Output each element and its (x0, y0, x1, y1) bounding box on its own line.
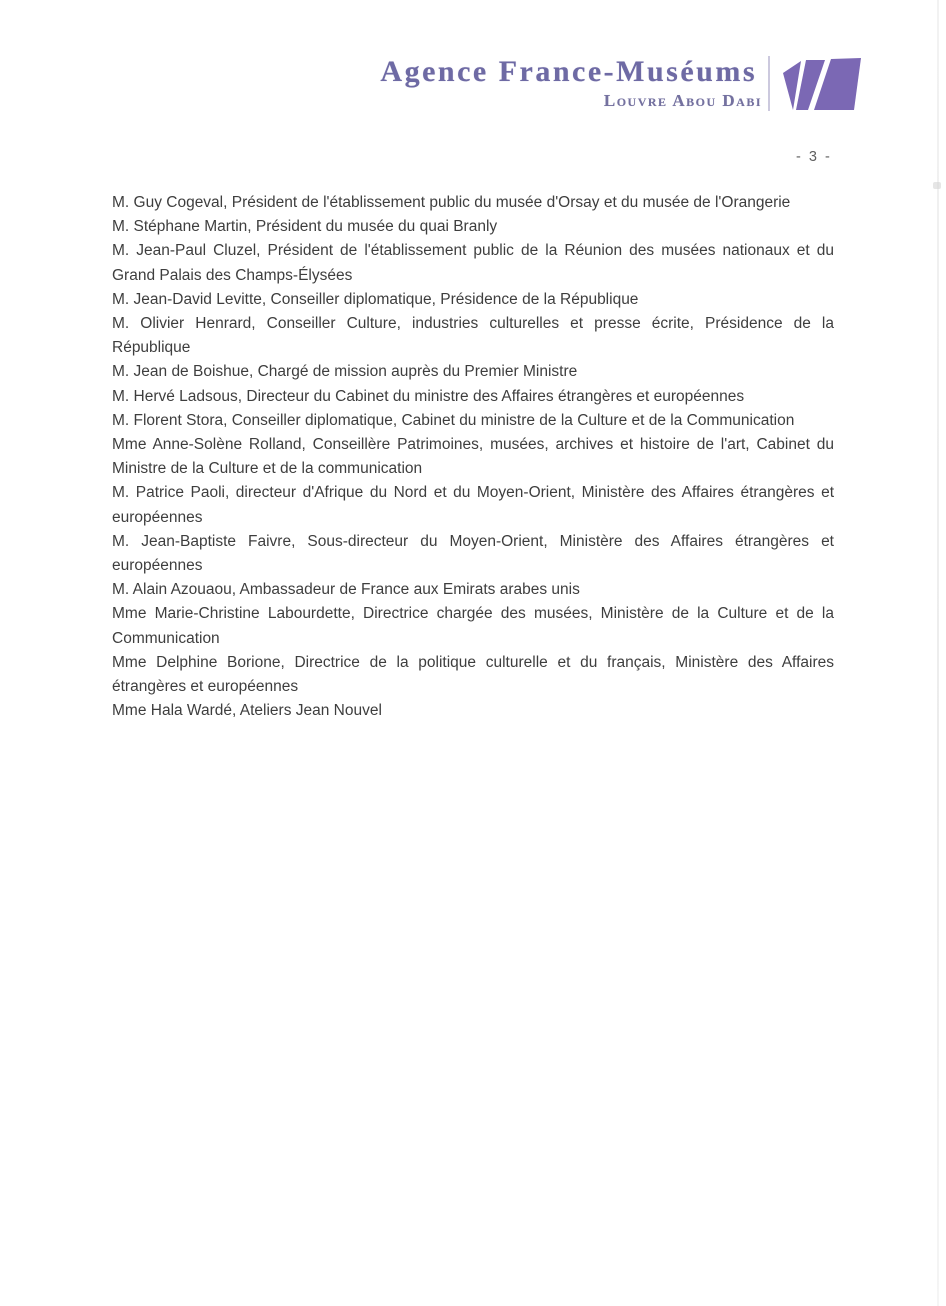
list-entry: Mme Marie-Christine Labourdette, Directrice chargée des musées, Ministère de la Culture et de la Communication (112, 605, 834, 647)
page-number: - 3 - (796, 149, 832, 165)
list-entry: M. Guy Cogeval, Président de l'établissement public du musée d'Orsay et du musée de l'Orangerie (112, 194, 791, 211)
list-entry: M. Olivier Henrard, Conseiller Culture, industries culturelles et presse écrite, Présidence de la République (112, 315, 834, 357)
logo-divider (768, 56, 770, 111)
scan-edge-artifact (937, 0, 939, 1306)
list-entry: M. Alain Azouaou, Ambassadeur de France aux Emirats arabes unis (112, 581, 580, 599)
list-entry: M. Hervé Ladsous, Directeur du Cabinet du ministre des Affaires étrangères et européennes (112, 387, 745, 405)
list-entry: M. Jean de Boishue, Chargé de mission auprès du Premier Ministre (112, 363, 578, 381)
list-entry: M. Stéphane Martin, Président du musée du quai Branly (112, 218, 498, 236)
museums-m-logo-icon (781, 56, 863, 114)
brand-subtitle: Louvre Abou Dabi (603, 91, 762, 110)
list-entry: M. Patrice Paoli, directeur d'Afrique du Nord et du Moyen-Orient, Ministère des Affaires étrangères et européennes (112, 484, 834, 526)
list-entry: Mme Hala Wardé, Ateliers Jean Nouvel (112, 702, 382, 720)
list-entry: Mme Anne-Solène Rolland, Conseillère Patrimoines, musées, archives et histoire de l'art, Cabinet du Ministre de la Culture et de la communication (112, 436, 834, 478)
list-entry: Mme Delphine Borione, Directrice de la politique culturelle et du français, Ministère des Affaires étrangères et européennes (112, 653, 834, 696)
list-entry: M. Jean-Baptiste Faivre, Sous-directeur du Moyen-Orient, Ministère des Affaires étrangères et européennes (112, 532, 834, 575)
list-entry: M. Jean-Paul Cluzel, Président de l'établissement public de la Réunion des musées nationaux et du Grand Palais des Champs-Élysées (112, 242, 834, 284)
attendee-list (112, 191, 834, 723)
letterhead (0, 0, 946, 130)
scan-speck-artifact (933, 182, 941, 189)
list-entry: M. Florent Stora, Conseiller diplomatique, Cabinet du ministre de la Culture et de la Communication (112, 411, 795, 429)
brand-wordmark: Agence France-Muséums (380, 55, 757, 88)
list-entry: M. Jean-David Levitte, Conseiller diplomatique, Présidence de la République (112, 290, 639, 308)
